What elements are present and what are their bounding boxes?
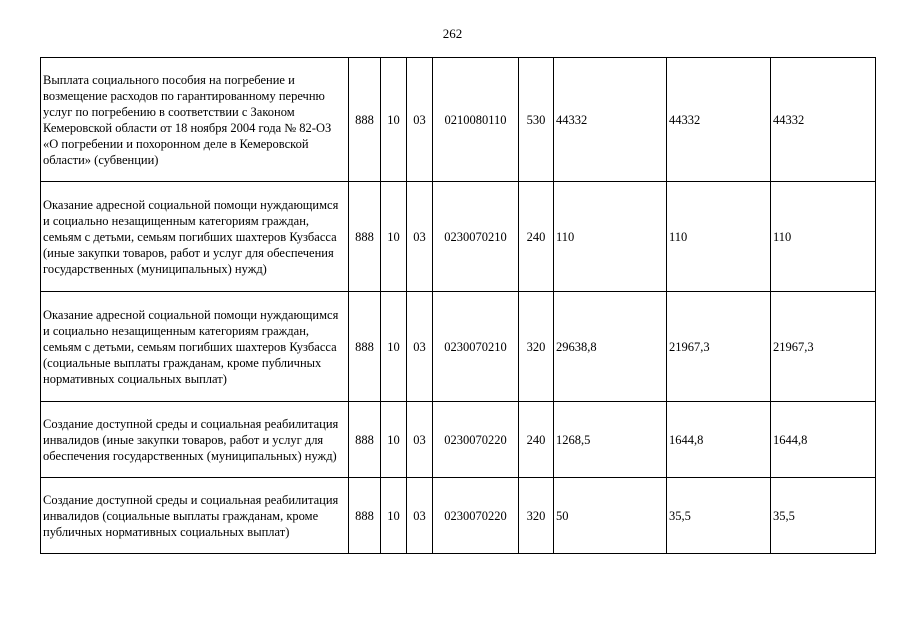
target-code: 0230070210 (433, 182, 519, 292)
amount-3: 35,5 (771, 478, 876, 554)
row-name: Создание доступной среды и социальная реабилитация инвалидов (социальные выплаты гражданам, кроме публичных нормативных социальных выплат) (41, 478, 349, 554)
amount-2: 35,5 (667, 478, 771, 554)
expense-type-code: 530 (519, 58, 554, 182)
target-code: 0230070210 (433, 292, 519, 402)
expense-type-code: 240 (519, 182, 554, 292)
amount-2: 110 (667, 182, 771, 292)
section-code: 10 (381, 402, 407, 478)
amount-3: 44332 (771, 58, 876, 182)
amount-2: 1644,8 (667, 402, 771, 478)
target-code: 0230070220 (433, 402, 519, 478)
expense-type-code: 320 (519, 292, 554, 402)
amount-1: 44332 (554, 58, 667, 182)
amount-1: 110 (554, 182, 667, 292)
amount-3: 21967,3 (771, 292, 876, 402)
expense-type-code: 320 (519, 478, 554, 554)
amount-3: 1644,8 (771, 402, 876, 478)
section-code: 10 (381, 58, 407, 182)
table-row (41, 182, 876, 292)
section-code: 10 (381, 292, 407, 402)
amount-1: 1268,5 (554, 402, 667, 478)
amount-1: 29638,8 (554, 292, 667, 402)
row-name: Создание доступной среды и социальная реабилитация инвалидов (иные закупки товаров, работ и услуг для обеспечения государственных (муниципальных) нужд) (41, 402, 349, 478)
amount-2: 21967,3 (667, 292, 771, 402)
table-row (41, 292, 876, 402)
ministry-code: 888 (349, 402, 381, 478)
amount-3: 110 (771, 182, 876, 292)
amount-1: 50 (554, 478, 667, 554)
budget-table (40, 57, 876, 554)
ministry-code: 888 (349, 478, 381, 554)
target-code: 0230070220 (433, 478, 519, 554)
table-row (41, 402, 876, 478)
amount-2: 44332 (667, 58, 771, 182)
section-code: 10 (381, 478, 407, 554)
expense-type-code: 240 (519, 402, 554, 478)
subsection-code: 03 (407, 292, 433, 402)
row-name: Оказание адресной социальной помощи нуждающимся и социально незащищенным категориям граждан, семьям с детьми, семьям погибших шахтеров Кузбасса (иные закупки товаров, работ и услуг для обеспечения государственных (муниципальных) нужд) (41, 182, 349, 292)
ministry-code: 888 (349, 292, 381, 402)
section-code: 10 (381, 182, 407, 292)
row-name: Выплата социального пособия на погребение и возмещение расходов по гарантированному перечню услуг по погребению в соответствии с Законом Кемеровской области от 18 ноября 2004 года № 82-ОЗ «О погребении и похоронном деле в Кемеровской области» (субвенции) (41, 58, 349, 182)
target-code: 0210080110 (433, 58, 519, 182)
subsection-code: 03 (407, 58, 433, 182)
row-name: Оказание адресной социальной помощи нуждающимся и социально незащищенным категориям граждан, семьям с детьми, семьям погибших шахтеров Кузбасса (социальные выплаты гражданам, кроме публичных нормативных социальных выплат) (41, 292, 349, 402)
subsection-code: 03 (407, 478, 433, 554)
subsection-code: 03 (407, 182, 433, 292)
ministry-code: 888 (349, 58, 381, 182)
ministry-code: 888 (349, 182, 381, 292)
subsection-code: 03 (407, 402, 433, 478)
table-row (41, 58, 876, 182)
page-number: 262 (442, 26, 463, 41)
table-row (41, 478, 876, 554)
